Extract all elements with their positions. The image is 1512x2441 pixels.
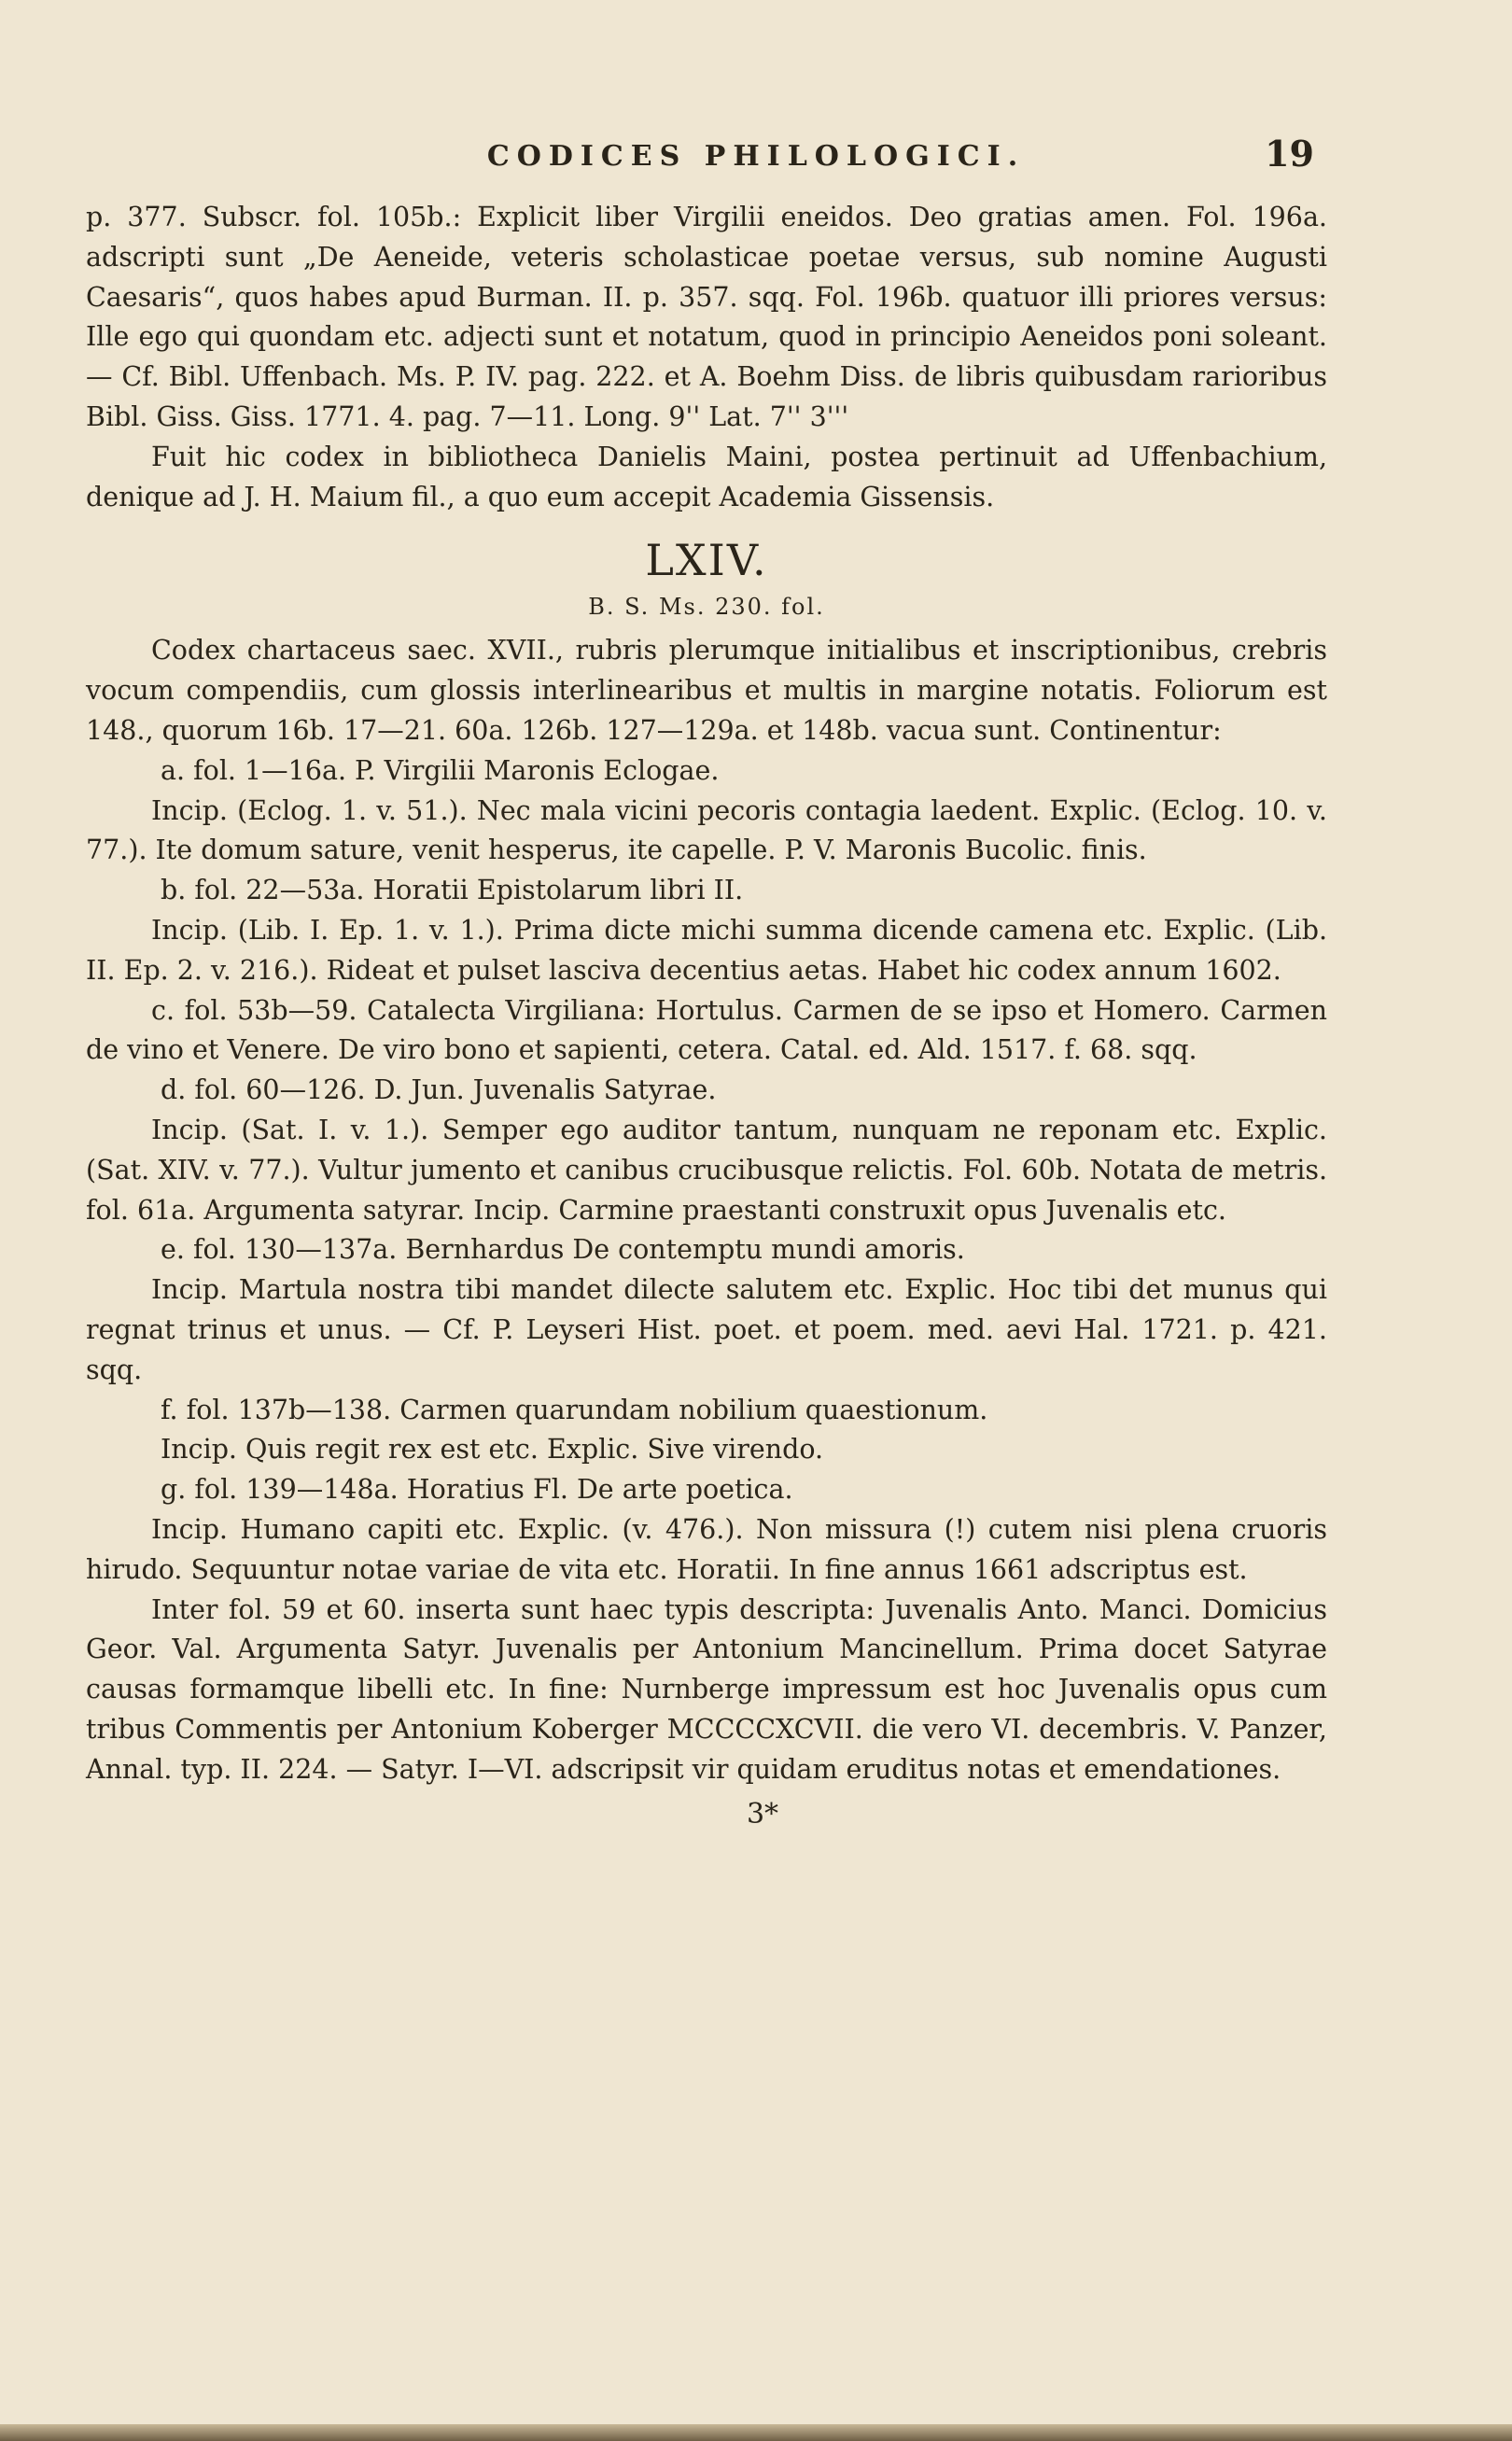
paragraph-insert-note: Inter fol. 59 et 60. inserta sunt haec typis descripta: Juvenalis Anto. Manci. Domicius Geor. Val. Argumenta Satyr. Juvenalis per Antonium Mancinellum. Prima docet Satyrae causas formamque libelli etc. In fine: Nurnberge impressum est hoc Juvenalis opus cum tribus Commentis per Antonium Koberger MCCCCXCVII. die vero VI. decembris. V. Panzer, Annal. typ. II. 224. — Satyr. I—VI. adscripsit vir quidam eruditus notas et emendationes. <box>86 1593 1327 1785</box>
item-c-text: c. fol. 53b—59. Catalecta Virgiliana: Hortulus. Carmen de se ipso et Homero. Carmen de vino et Venere. De viro bono et sapienti, cetera. Catal. ed. Ald. 1517. f. 68. sqq. <box>86 994 1327 1066</box>
item-f-text: Incip. Quis regit rex est etc. Explic. Sive virendo. <box>161 1434 824 1466</box>
item-d-text: Incip. (Sat. I. v. 1.). Semper ego auditor tantum, nunquam ne reponam etc. Explic. (Sat. XIV. v. 77.). Vultur jumento et canibus crucibusque relictis. Fol. 60b. Notata de metris. fol. 61a. Argumenta satyrar. Incip. Carmine praestanti construxit opus Juvenalis etc. <box>86 1114 1327 1226</box>
running-header <box>0 133 1512 187</box>
page-number: 19 <box>1265 133 1314 175</box>
item-e-text: Incip. Martula nostra tibi mandet dilecte salutem etc. Explic. Hoc tibi det munus qui regnat trinus et unus. — Cf. P. Leyseri Hist. poet. et poem. med. aevi Hal. 1721. p. 421. sqq. <box>86 1274 1327 1385</box>
page-bottom-edge <box>0 2424 1512 2441</box>
item-g-heading: g. fol. 139—148a. Horatius Fl. De arte poetica. <box>161 1474 793 1506</box>
item-e-heading: e. fol. 130—137a. Bernhardus De contemptu mundi amoris. <box>161 1234 965 1266</box>
paragraph-continuation: p. 377. Subscr. fol. 105b.: Explicit liber Virgilii eneidos. Deo gratias amen. Fol. 196a. adscripti sunt „De Aeneide, veteris scholasticae poetae versus, sub nomine Augusti Caesaris“, quos habes apud Burman. II. p. 357. sqq. Fol. 196b. quatuor illi priores versus: Ille ego qui quondam etc. adjecti sunt et notatum, quod in principio Aeneidos poni soleant. — Cf. Bibl. Uffenbach. Ms. P. IV. pag. 222. et A. Boehm Diss. de libris quibusdam rarioribus Bibl. Giss. Giss. 1771. 4. pag. 7—11. Long. 9'' Lat. 7'' 3''' <box>86 202 1327 432</box>
signature-mark: 3* <box>746 1798 779 1831</box>
running-title: CODICES PHILOLOGICI. <box>486 140 1026 173</box>
entry-heading: LXIV. <box>645 535 768 586</box>
page-body <box>86 198 1327 1835</box>
item-a-heading: a. fol. 1—16a. P. Virgilii Maronis Eclogae. <box>161 754 720 786</box>
paragraph-description: Codex chartaceus saec. XVII., rubris plerumque initialibus et inscriptionibus, crebris vocum compendiis, cum glossis interlinearibus et multis in margine notatis. Foliorum est 148., quorum 16b. 17—21. 60a. 126b. 127—129a. et 148b. vacua sunt. Continentur: <box>86 635 1327 746</box>
item-a-text: Incip. (Eclog. 1. v. 51.). Nec mala vicini pecoris contagia laedent. Explic. (Eclog. 10. v. 77.). Ite domum sature, venit hesperus, ite capelle. P. V. Maronis Bucolic. finis. <box>86 794 1327 866</box>
item-b-heading: b. fol. 22—53a. Horatii Epistolarum libri II. <box>161 875 744 906</box>
item-b-text: Incip. (Lib. I. Ep. 1. v. 1.). Prima dicte michi summa dicende camena etc. Explic. (Lib. II. Ep. 2. v. 216.). Rideat et pulset lasciva decentius aetas. Habet hic codex annum 1602. <box>86 914 1327 986</box>
item-f-heading: f. fol. 137b—138. Carmen quarundam nobilium quaestionum. <box>161 1394 988 1425</box>
item-g-text: Incip. Humano capiti etc. Explic. (v. 476.). Non missura (!) cutem nisi plena cruoris hirudo. Sequuntur notae variae de vita etc. Horatii. In fine annus 1661 adscriptus est. <box>86 1513 1327 1585</box>
paragraph-provenance: Fuit hic codex in bibliotheca Danielis Maini, postea pertinuit ad Uffenbachium, denique ad J. H. Maium fil., a quo eum accepit Academia Gissensis. <box>86 441 1327 512</box>
item-d-heading: d. fol. 60—126. D. Jun. Juvenalis Satyrae. <box>161 1074 717 1106</box>
shelf-signature: B. S. Ms. 230. fol. <box>588 594 825 621</box>
